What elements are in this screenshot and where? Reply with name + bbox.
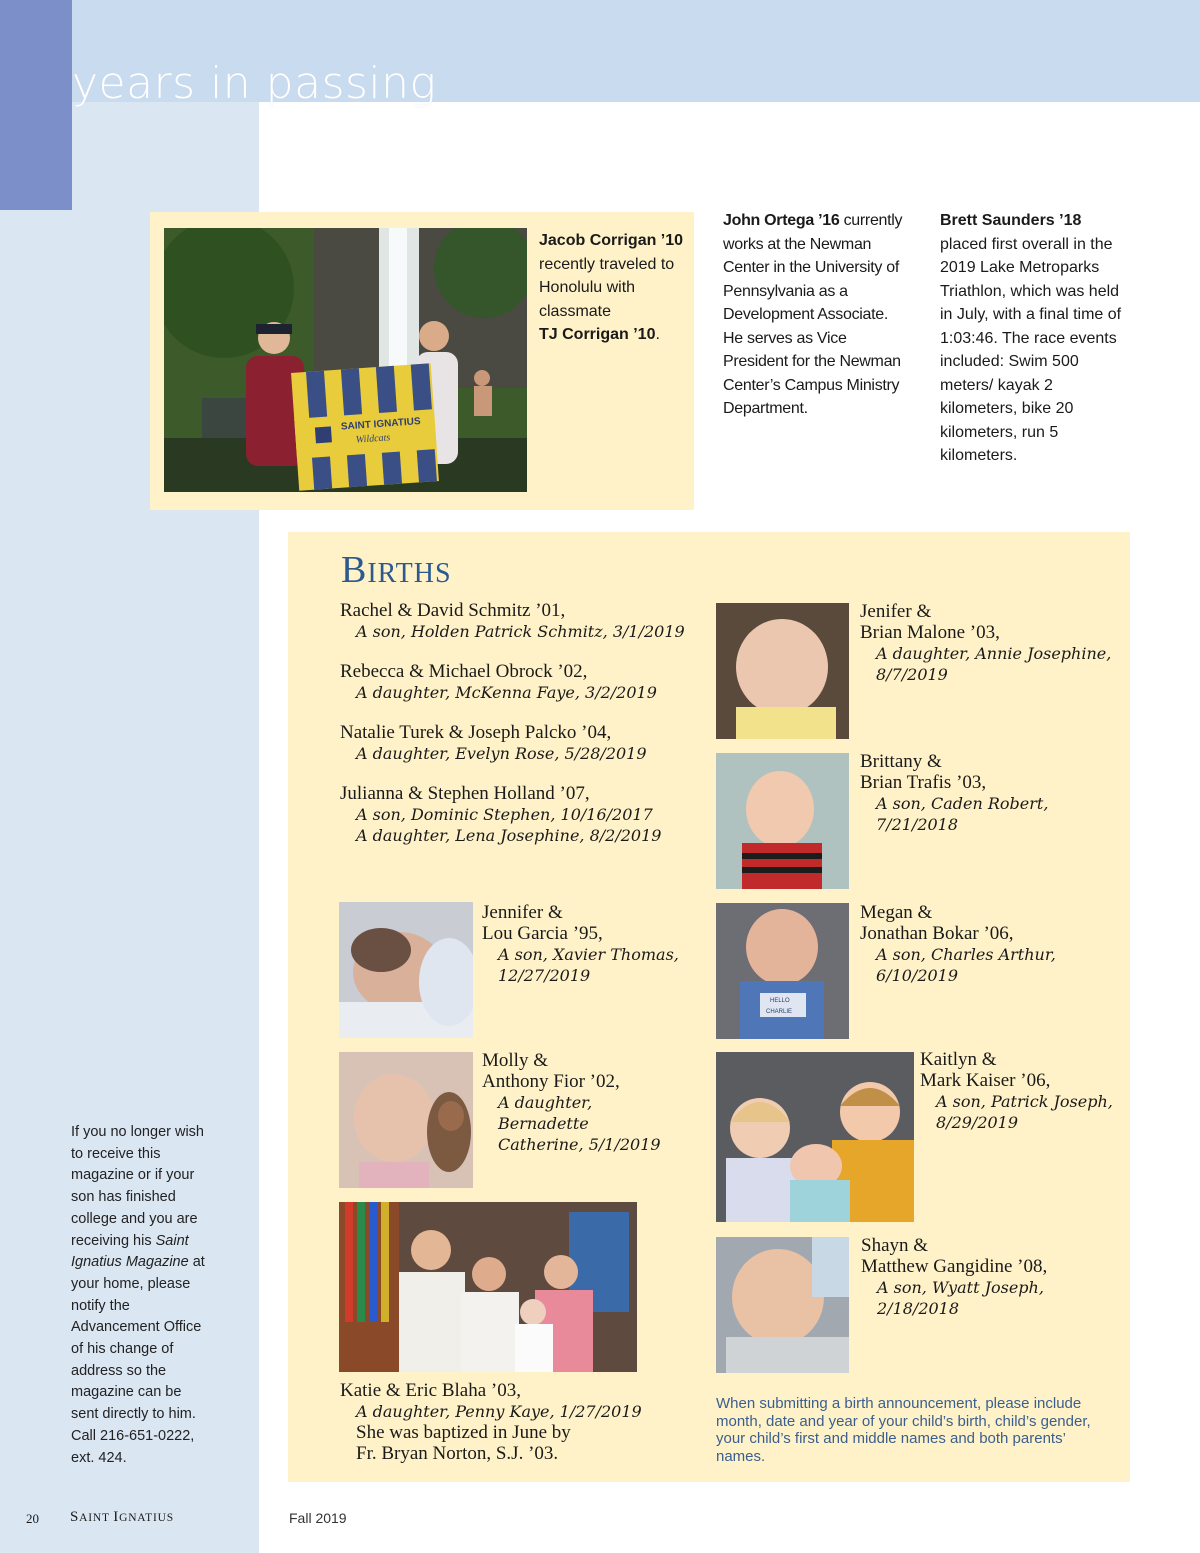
birth-entry-schmitz: Rachel & David Schmitz ’01, A son, Holden Patrick Schmitz, 3/1/2019 [340,600,685,641]
birth-entry-kaiser: Kaitlyn & Mark Kaiser ’06, A son, Patrick Joseph, 8/29/2019 [920,1049,1113,1132]
corrigan-text: recently traveled to Honolulu with classmate [539,255,675,320]
birth-entry-blaha: Katie & Eric Blaha ’03, A daughter, Penny Kaye, 1/27/2019 She was baptized in June by Fr. Bryan Norton, S.J. ’03. [340,1380,642,1464]
saunders-note [940,209,1130,468]
ortega-note [723,209,909,421]
birth-entry-malone: Jenifer & Brian Malone ’03, A daughter, Annie Josephine, 8/7/2019 [860,601,1112,684]
saunders-name: Brett Saunders ’18 [940,212,1082,229]
fior-baby-photo [339,1052,473,1188]
corrigan-caption [539,229,689,347]
birth-entry-trafis: Brittany & Brian Trafis ’03, A son, Caden Robert, 7/21/2018 [860,751,1049,834]
birth-entry-gangidine: Shayn & Matthew Gangidine ’08, A son, Wyatt Joseph, 2/18/2018 [861,1235,1048,1318]
birth-entry-garcia: Jennifer & Lou Garcia ’95, A son, Xavier Thomas, 12/27/2019 [482,902,679,985]
waterfall-photo [164,228,527,492]
births-list [340,600,700,846]
saunders-text: placed first overall in the 2019 Lake Metroparks Triathlon, which was held in July, with a final time of 1:03:46. The race events included: Swim 500 meters/ kayak 2 kilometers, bike 20 kilometers, run 5 kilometers. [940,235,1122,464]
flag-text-line1: SAINT IGNATIUS [340,416,421,433]
onesie-hello-text: HELLO [770,998,790,1004]
corrigan-name2: TJ Corrigan ’10 [539,326,656,343]
birth-entry-obrock: Rebecca & Michael Obrock ’02, A daughter, McKenna Faye, 3/2/2019 [340,661,657,702]
publication-name: SAINT IGNATIUS [70,1509,174,1525]
header-accent-block [0,0,72,210]
corrigan-name: Jacob Corrigan ’10 [539,232,684,249]
flag-text-line2: Wildcats [355,432,391,446]
births-heading: BIRTHS [341,549,452,591]
birth-entry-fior: Molly & Anthony Fior ’02, A daughter, Bernadette Catherine, 5/1/2019 [482,1050,661,1154]
gangidine-baby-photo [716,1237,849,1373]
onesie-name-text: CHARLIE [766,1009,793,1015]
birth-entry-bokar: Megan & Jonathan Bokar ’06, A son, Charles Arthur, 6/10/2019 [860,902,1056,985]
ortega-text: currently works at the Newman Center in the University of Pennsylvania as a Development Associate. He serves as Vice President for the Newman Center’s Campus Ministry Department. [723,212,903,417]
birth-entry-holland: Julianna & Stephen Holland ’07, A son, Dominic Stephen, 10/16/2017 A daughter, Lena Josephine, 8/2/2019 [340,783,662,845]
corrigan-end: . [655,326,660,343]
issue-date: Fall 2019 [289,1510,347,1526]
section-title: years in passing [72,58,437,109]
birth-entry-palcko: Natalie Turek & Joseph Palcko ’04, A daughter, Evelyn Rose, 5/28/2019 [340,722,647,763]
blaha-baptism-photo [339,1202,637,1372]
garcia-baby-photo [339,902,473,1038]
bokar-baby-photo [716,903,849,1039]
kaiser-kids-photo [716,1052,914,1222]
trafis-baby-photo [716,753,849,889]
malone-baby-photo [716,603,849,739]
birth-submission-note: When submitting a birth announcement, please include month, date and year of your child’s birth, child’s gender, your child’s first and middle names and both parents’ names. [716,1395,1091,1465]
page-number: 20 [26,1511,39,1526]
mailing-notice: If you no longer wish to receive this magazine or if your son has finished college and you are receiving his Saint Ignatius Magazine at your home, please notify the Advancement Office of his change of address so the magazine can be sent directly to him. Call 216-651-0222, ext. 424. [71,1124,205,1466]
ortega-name: John Ortega ’16 [723,212,840,229]
